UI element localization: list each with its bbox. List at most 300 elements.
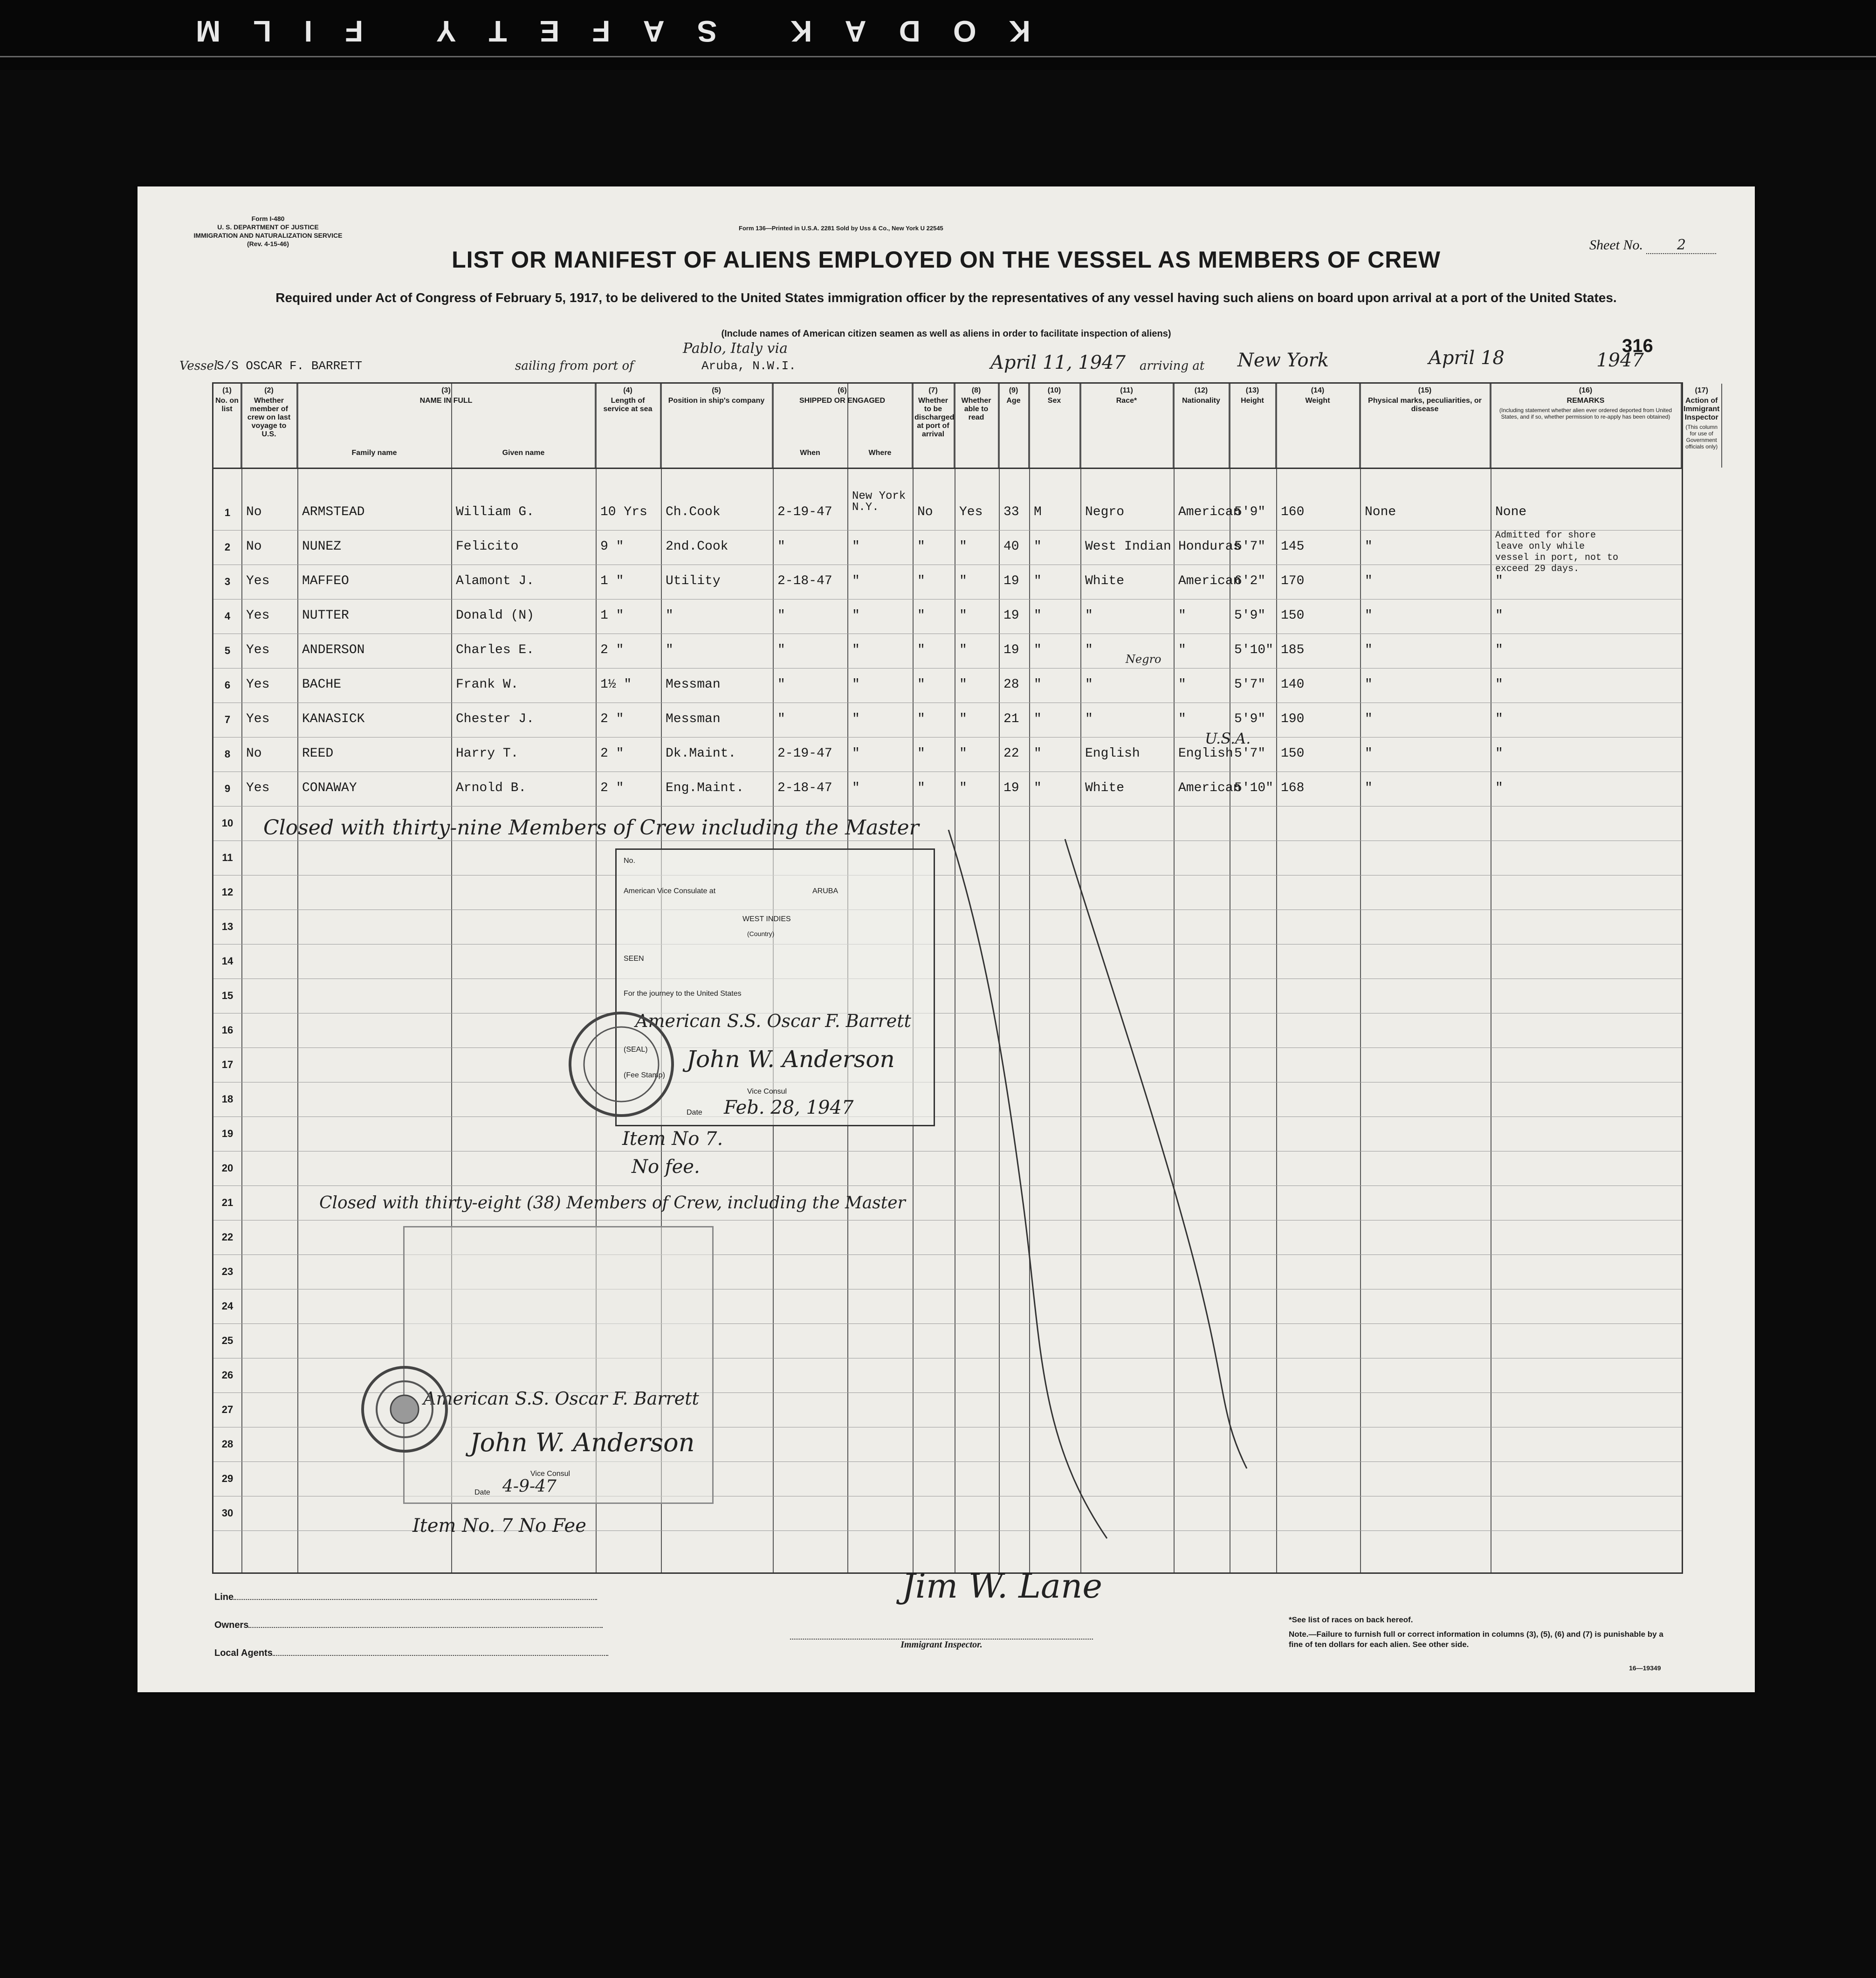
row-number: 11	[222, 852, 233, 863]
table-cell: White	[1085, 781, 1125, 795]
table-cell: "	[959, 608, 967, 623]
footer-agents	[214, 1648, 608, 1659]
item-note-2: Item No. 7 No Fee	[412, 1515, 586, 1537]
column-label: Sex	[1047, 397, 1061, 405]
table-cell: Dk.Maint.	[666, 746, 736, 761]
stamp2-officer: Vice Consul	[530, 1470, 570, 1478]
table-cell: "	[1365, 574, 1373, 588]
race-footnote: *See list of races on back hereof.	[1289, 1615, 1413, 1624]
column-label: Whether able to read	[961, 397, 991, 421]
table-cell: "	[777, 677, 785, 692]
table-cell: "	[852, 781, 860, 795]
table-cell: "	[917, 746, 925, 761]
stamp-date: Feb. 28, 1947	[724, 1097, 854, 1118]
stamp-signature: John W. Anderson	[687, 1046, 895, 1073]
table-cell: None	[1495, 505, 1527, 519]
row-number: 22	[221, 1231, 234, 1243]
table-row	[213, 599, 1682, 634]
row-number: 6	[224, 679, 231, 691]
table-cell: "	[917, 608, 925, 623]
column-header	[297, 384, 596, 468]
column-header	[1491, 384, 1682, 468]
table-cell: NUTTER	[302, 608, 349, 623]
table-cell: "	[1085, 608, 1093, 623]
sailing-port: Aruba, N.W.I.	[701, 359, 796, 373]
row-number: 26	[221, 1369, 234, 1381]
column-header	[913, 384, 955, 468]
table-cell: "	[852, 746, 860, 761]
table-cell: 6'2"	[1234, 574, 1266, 588]
table-cell: American	[1178, 574, 1241, 588]
table-cell: 28	[1003, 677, 1019, 692]
consular-seal-2	[358, 1363, 451, 1456]
table-cell: Negro	[1085, 505, 1125, 519]
table-cell: "	[852, 677, 860, 692]
table-cell: 9 "	[600, 539, 624, 554]
table-cell: American	[1178, 505, 1241, 519]
table-cell: 5'7"	[1234, 539, 1266, 554]
table-cell: "	[1178, 608, 1186, 623]
column-header	[1029, 384, 1080, 468]
column-label: Whether to be discharged at port of arrival	[914, 397, 955, 438]
table-row	[213, 530, 1682, 574]
table-cell: "	[959, 539, 967, 554]
table-cell: "	[1085, 677, 1093, 692]
row-number: 21	[221, 1197, 234, 1208]
table-cell: 2 "	[600, 712, 624, 726]
table-cell: 2 "	[600, 781, 624, 795]
stamp-country-label: (Country)	[747, 930, 775, 937]
table-row	[213, 490, 1682, 531]
row-number: 25	[221, 1335, 234, 1346]
column-number: (5)	[712, 386, 721, 394]
column-number: (7)	[928, 386, 938, 394]
stamp2-signature: John W. Anderson	[470, 1428, 695, 1457]
column-label: SHIPPED OR ENGAGED	[799, 397, 886, 405]
table-cell: Yes	[246, 712, 270, 726]
stamp-place: ARUBA	[812, 887, 838, 895]
table-cell: Yes	[959, 505, 983, 519]
column-number: (6)	[838, 386, 847, 394]
table-cell: "	[1178, 643, 1186, 657]
table-cell: CONAWAY	[302, 781, 357, 795]
row-number: 30	[221, 1507, 234, 1519]
table-cell: 5'7"	[1234, 677, 1266, 692]
table-cell: BACHE	[302, 677, 342, 692]
table-cell: "	[917, 574, 925, 588]
table-cell: ARMSTEAD	[302, 505, 365, 519]
table-cell: "	[917, 643, 925, 657]
table-cell: Chester J.	[456, 712, 535, 726]
table-cell: 2-18-47	[777, 781, 832, 795]
table-cell: "	[852, 574, 860, 588]
table-cell: MAFFEO	[302, 574, 349, 588]
column-number: (9)	[1009, 386, 1018, 394]
column-label: Nationality	[1182, 397, 1220, 405]
column-number: (3)	[441, 386, 451, 394]
column-header	[1276, 384, 1360, 468]
table-cell: "	[852, 643, 860, 657]
vessel-label: Vessel	[179, 359, 218, 373]
table-cell: No	[246, 539, 262, 554]
table-row	[213, 668, 1682, 703]
pen-strokes	[930, 830, 1396, 1557]
table-cell: English	[1178, 746, 1233, 761]
table-cell: KANASICK	[302, 712, 365, 726]
table-cell: 2-19-47	[777, 746, 832, 761]
table-cell: Utility	[666, 574, 721, 588]
arriving-date: April 18	[1429, 347, 1505, 369]
row-number: 17	[221, 1059, 234, 1070]
table-cell: "	[959, 677, 967, 692]
table-cell: "	[1495, 746, 1503, 761]
film-edge	[0, 0, 1876, 70]
table-cell: Harry T.	[456, 746, 519, 761]
column-header	[773, 384, 913, 468]
row-number: 7	[224, 714, 231, 725]
row-number: 28	[221, 1438, 234, 1450]
row-number: 12	[221, 886, 234, 898]
column-label: Weight	[1305, 397, 1330, 405]
table-cell: Messman	[666, 712, 721, 726]
closing-note-1: Closed with thirty-nine Members of Crew including the Master	[263, 816, 919, 840]
table-cell: "	[1034, 746, 1042, 761]
table-cell: 145	[1281, 539, 1305, 554]
column-number: (15)	[1418, 386, 1432, 394]
header-divider	[213, 468, 1682, 469]
table-cell: "	[1085, 643, 1093, 657]
column-label: NAME IN FULL	[419, 397, 473, 405]
race-correction: Negro	[1126, 653, 1161, 666]
owners-label: Owners	[214, 1620, 249, 1630]
row-number: 19	[221, 1128, 234, 1139]
table-cell: "	[1365, 746, 1373, 761]
table-cell: "	[777, 539, 785, 554]
inspector-label: Immigrant Inspector.	[790, 1639, 1093, 1650]
row-number: 20	[221, 1162, 234, 1174]
table-cell: "	[1365, 643, 1373, 657]
row-number: 14	[221, 955, 234, 967]
column-header	[1230, 384, 1276, 468]
table-cell: Yes	[246, 643, 270, 657]
column-number: (11)	[1120, 386, 1133, 394]
table-cell: 2 "	[600, 643, 624, 657]
table-cell: American	[1178, 781, 1241, 795]
closing-note-2: Closed with thirty-eight (38) Members of Crew, including the Master	[319, 1193, 906, 1213]
table-cell: 140	[1281, 677, 1305, 692]
column-label: Physical marks, peculiarities, or disease	[1368, 397, 1482, 413]
column-number: (4)	[623, 386, 632, 394]
table-cell: "	[917, 712, 925, 726]
include-note: (Include names of American citizen seamen as well as aliens in order to facilitate inspection of aliens)	[721, 329, 1171, 339]
table-cell: 19	[1003, 574, 1019, 588]
table-cell: White	[1085, 574, 1125, 588]
table-cell: 150	[1281, 746, 1305, 761]
column-header	[661, 384, 773, 468]
table-cell: ANDERSON	[302, 643, 365, 657]
form-printer-line: Form 136—Printed in U.S.A. 2281 Sold by Uss & Co., New York U 22545	[739, 225, 943, 232]
table-cell: Alamont J.	[456, 574, 535, 588]
table-cell: "	[1365, 712, 1373, 726]
table-cell: 185	[1281, 643, 1305, 657]
table-cell: 1 "	[600, 574, 624, 588]
table-cell: "	[959, 643, 967, 657]
column-header	[1174, 384, 1230, 468]
column-number: (16)	[1579, 386, 1593, 394]
table-cell: "	[1034, 643, 1042, 657]
table-cell: 21	[1003, 712, 1019, 726]
table-cell: "	[1495, 643, 1503, 657]
row-number: 5	[224, 645, 231, 656]
stamp-seal-label: (SEAL)	[624, 1046, 648, 1054]
table-cell: "	[959, 712, 967, 726]
table-cell: "	[1495, 677, 1503, 692]
column-number: (8)	[971, 386, 981, 394]
table-cell: 40	[1003, 539, 1019, 554]
table-cell: 5'7"	[1234, 746, 1266, 761]
table-cell: "	[1495, 781, 1503, 795]
table-cell: "	[1034, 608, 1042, 623]
column-header	[1682, 384, 1722, 468]
table-cell: 5'10"	[1234, 643, 1274, 657]
table-cell: No	[917, 505, 933, 519]
stamp2-vessel-handwritten: American S.S. Oscar F. Barrett	[423, 1388, 699, 1409]
form-code: 16—19349	[1629, 1664, 1661, 1672]
table-cell: "	[959, 781, 967, 795]
column-header	[955, 384, 999, 468]
table-cell: 5'9"	[1234, 712, 1266, 726]
table-cell: 170	[1281, 574, 1305, 588]
row-number: 16	[221, 1024, 234, 1036]
table-cell: 2 "	[600, 746, 624, 761]
consular-stamp-2	[403, 1226, 714, 1504]
table-cell: No	[246, 505, 262, 519]
row-number: 15	[221, 990, 234, 1001]
column-subheader: Given name	[502, 449, 545, 457]
table-cell: "	[666, 643, 673, 657]
table-cell: "	[1178, 712, 1186, 726]
stamp-country: WEST INDIES	[742, 915, 791, 923]
column-label: Action of Immigrant Inspector	[1684, 397, 1720, 421]
arriving-label: arriving at	[1140, 359, 1205, 373]
column-subheader: Where	[868, 449, 892, 457]
arriving-year: 1947	[1596, 350, 1644, 371]
stamp-seen: SEEN	[624, 955, 644, 963]
column-number: (2)	[264, 386, 274, 394]
column-note: (This column for use of Government officials only)	[1685, 424, 1718, 450]
column-note: (Including statement whether alien ever ordered deported from United States, and if so, whether permission to re-apply has been obtained)	[1499, 407, 1672, 420]
stamp2-date-label: Date	[474, 1489, 490, 1496]
table-cell: "	[1365, 539, 1373, 554]
row-number: 3	[224, 576, 231, 587]
form-agency: Form I-480 U. S. DEPARTMENT OF JUSTICE IMMIGRATION AND NATURALIZATION SERVICE (Rev. 4-15-46)	[193, 215, 343, 248]
column-number: (13)	[1245, 386, 1259, 394]
column-label: Age	[1006, 397, 1021, 405]
stamp-fee-label: (Fee Stamp)	[624, 1071, 665, 1079]
table-cell: "	[666, 608, 673, 623]
table-cell: "	[1085, 712, 1093, 726]
row-number: 8	[224, 748, 231, 760]
table-cell: "	[1495, 608, 1503, 623]
table-cell: Yes	[246, 574, 270, 588]
row-number: 9	[224, 783, 231, 794]
table-cell: "	[1495, 574, 1503, 588]
column-header	[999, 384, 1029, 468]
sailing-label: sailing from port of	[515, 359, 634, 373]
sheet-value: 2	[1646, 237, 1716, 254]
table-cell: 19	[1003, 608, 1019, 623]
column-number: (1)	[222, 386, 232, 394]
table-cell: 2nd.Cook	[666, 539, 728, 554]
table-cell: "	[1034, 539, 1042, 554]
table-cell: 2-18-47	[777, 574, 832, 588]
table-cell: 1 "	[600, 608, 624, 623]
sheet-label: Sheet No.	[1589, 237, 1643, 253]
page-title: LIST OR MANIFEST OF ALIENS EMPLOYED ON THE VESSEL AS MEMBERS OF CREW	[452, 247, 1441, 273]
table-cell: 2-19-47	[777, 505, 832, 519]
table-cell: Yes	[246, 608, 270, 623]
row-number: 10	[221, 817, 234, 829]
table-cell: 190	[1281, 712, 1305, 726]
row-number: 18	[221, 1093, 234, 1105]
table-cell: 33	[1003, 505, 1019, 519]
table-row	[213, 634, 1682, 669]
stamp-no-label: No.	[624, 857, 635, 865]
table-cell: "	[959, 746, 967, 761]
column-header	[596, 384, 661, 468]
table-cell: "	[917, 539, 925, 554]
footer-line	[214, 1592, 597, 1603]
table-row	[213, 565, 1682, 600]
consular-stamp-1	[615, 848, 935, 1126]
table-row	[213, 737, 1682, 772]
table-cell: No	[246, 746, 262, 761]
table-cell: Yes	[246, 677, 270, 692]
table-cell: "	[852, 712, 860, 726]
table-cell: Felicito	[456, 539, 519, 554]
sailing-date: April 11, 1947	[990, 352, 1126, 373]
column-number: (17)	[1695, 386, 1708, 394]
page-number: 316	[1622, 336, 1653, 356]
table-cell: Honduras	[1178, 539, 1241, 554]
table-cell: REED	[302, 746, 334, 761]
item-note-1: Item No 7.	[622, 1128, 723, 1150]
page-subtitle: Required under Act of Congress of February 5, 1917, to be delivered to the United States immigration officer by the representatives of any vessel having such aliens on board upon arrival at a port of the United States.	[275, 290, 1617, 305]
table-cell: Admitted for shore leave only while vessel in port, not to exceed 29 days.	[1495, 530, 1619, 574]
column-label: REMARKS	[1567, 397, 1605, 405]
table-cell: Ch.Cook	[666, 505, 721, 519]
stamp-date-label: Date	[687, 1109, 702, 1117]
stamp-officer: Vice Consul	[747, 1088, 787, 1096]
table-cell: "	[1034, 712, 1042, 726]
manifest-page	[137, 186, 1755, 1692]
table-row	[213, 772, 1682, 806]
table-cell: 160	[1281, 505, 1305, 519]
agents-label: Local Agents	[214, 1648, 273, 1658]
stamp-journey: For the journey to the United States	[624, 990, 742, 998]
row-number: 24	[221, 1300, 234, 1312]
column-header	[213, 384, 241, 468]
table-cell: "	[777, 608, 785, 623]
table-cell: "	[852, 608, 860, 623]
fee-note-1: No fee.	[632, 1156, 700, 1178]
table-row	[213, 703, 1682, 737]
row-number: 29	[221, 1473, 234, 1484]
nationality-correction: U.S.A.	[1205, 730, 1251, 747]
table-cell: "	[1034, 574, 1042, 588]
table-cell: "	[1365, 677, 1373, 692]
table-cell: "	[1365, 781, 1373, 795]
table-cell: "	[1034, 677, 1042, 692]
vessel-name: S/S OSCAR F. BARRETT	[217, 359, 363, 373]
table-cell: "	[959, 574, 967, 588]
penalty-note: Note.—Failure to furnish full or correct information in columns (3), (5), (6) and (7) is punishable by a fine of ten dollars for each alien. See other side.	[1289, 1630, 1663, 1649]
table-cell: 10 Yrs	[600, 505, 647, 519]
table-cell: "	[917, 781, 925, 795]
table-cell: "	[777, 643, 785, 657]
table-cell: "	[1034, 781, 1042, 795]
column-number: (10)	[1047, 386, 1061, 394]
table-cell: "	[1178, 677, 1186, 692]
table-cell: 22	[1003, 746, 1019, 761]
stamp-vessel-handwritten: American S.S. Oscar F. Barrett	[635, 1011, 911, 1031]
line-label: Line	[214, 1592, 234, 1602]
footer-owners	[214, 1620, 603, 1631]
column-label: Position in ship's company	[668, 397, 765, 405]
table-cell: M	[1034, 505, 1042, 519]
consular-seal-1	[561, 1004, 682, 1125]
row-number: 13	[221, 921, 234, 932]
column-label: Whether member of crew on last voyage to U.S.	[247, 397, 291, 438]
column-subheader: Family name	[351, 449, 397, 457]
table-cell: "	[852, 539, 860, 554]
row-number: 4	[224, 610, 231, 622]
table-cell: William G.	[456, 505, 535, 519]
table-cell: West Indian	[1085, 539, 1171, 554]
table-cell: Charles E.	[456, 643, 535, 657]
table-cell: 168	[1281, 781, 1305, 795]
column-header	[1080, 384, 1174, 468]
stamp2-date: 4-9-47	[502, 1477, 557, 1496]
table-cell: Donald (N)	[456, 608, 535, 623]
column-label: No. on list	[215, 397, 239, 413]
table-cell: 150	[1281, 608, 1305, 623]
table-cell: 1½ "	[600, 677, 632, 692]
arriving-port: New York	[1237, 350, 1329, 371]
table-cell: Yes	[246, 781, 270, 795]
table-cell: "	[777, 712, 785, 726]
row-number: 2	[224, 541, 231, 553]
sailing-handwritten: Pablo, Italy via	[683, 340, 788, 357]
row-number: 23	[221, 1266, 234, 1277]
column-label: Height	[1241, 397, 1264, 405]
column-label: Length of service at sea	[603, 397, 653, 413]
film-edge-text: KODAK SAFETY FILM	[163, 14, 1031, 48]
table-cell: 19	[1003, 643, 1019, 657]
table-cell: "	[1495, 712, 1503, 726]
table-cell: NUNEZ	[302, 539, 342, 554]
table-cell: English	[1085, 746, 1140, 761]
row-number: 27	[221, 1404, 234, 1415]
table-cell: Eng.Maint.	[666, 781, 744, 795]
table-cell: Frank W.	[456, 677, 519, 692]
stamp-consulate: American Vice Consulate at	[624, 887, 716, 895]
table-cell: Arnold B.	[456, 781, 527, 795]
column-header	[241, 384, 297, 468]
inspector-signature: Jim W. Lane	[902, 1566, 1102, 1606]
table-cell: "	[1365, 608, 1373, 623]
table-cell: New York N.Y.	[852, 490, 906, 514]
